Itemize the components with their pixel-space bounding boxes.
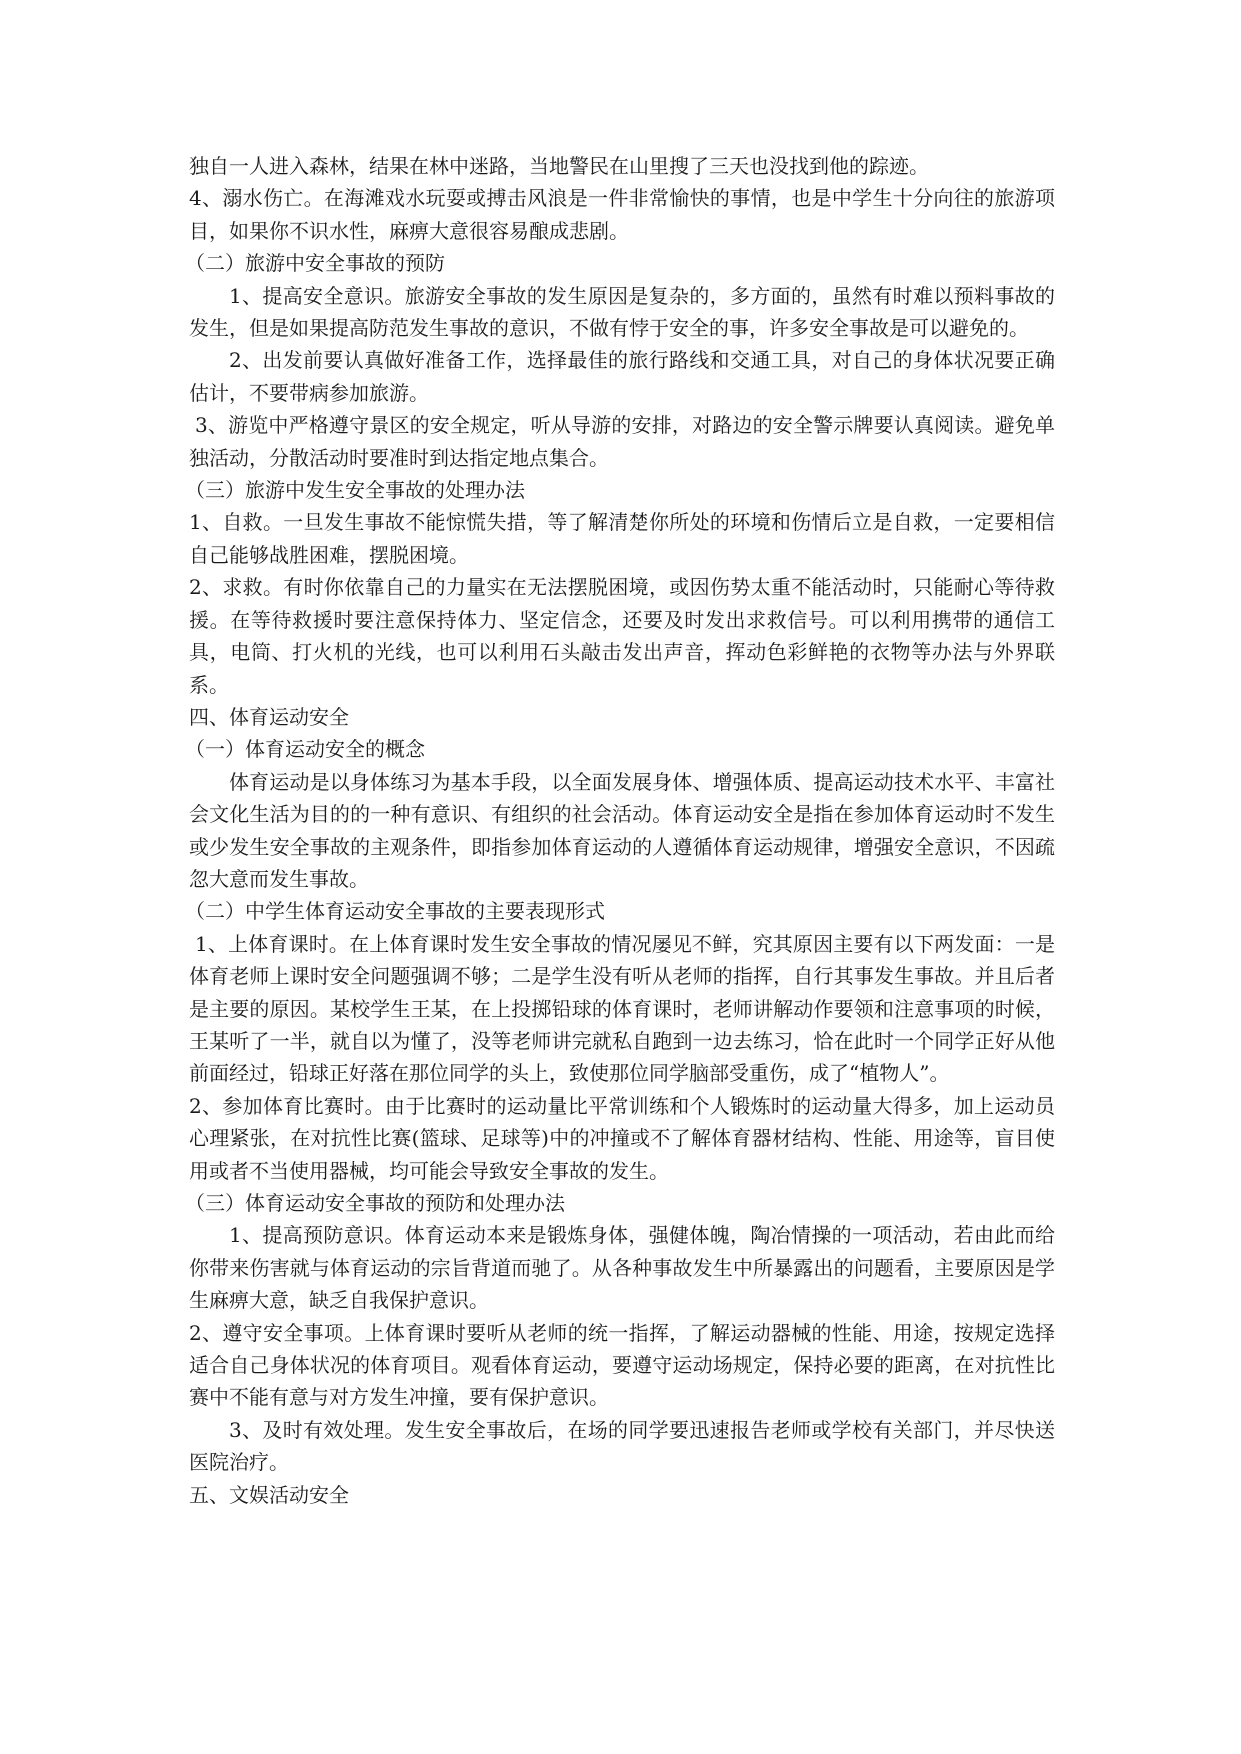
document-page — [185, 150, 1055, 1511]
paragraph-safety-rules: 2、遵守安全事项。上体育课时要听从老师的统一指挥，了解运动器械的性能、用途，按规定选择适合自己身体状况的体育项目。观看体育运动，要遵守运动场规定，保持必要的距离，在对抗性比赛中不能有意与对方发生冲撞，要有保护意识。 — [189, 1320, 1055, 1410]
paragraph-scenic-rules: 3、游览中严格遵守景区的安全规定，听从导游的安排，对路边的安全警示牌要认真阅读。避免单独活动，分散活动时要准时到达指定地点集合。 — [189, 413, 1055, 470]
section-heading-travel-prevention: （二）旅游中安全事故的预防 — [185, 251, 445, 276]
paragraph-forest-lost: 独自一人进入森林，结果在林中迷路，当地警民在山里搜了三天也没找到他的踪迹。 — [189, 154, 929, 178]
paragraph-drowning: 4、溺水伤亡。在海滩戏水玩耍或搏击风浪是一件非常愉快的事情，也是中学生十分向往的旅游项目，如果你不识水性，麻痹大意很容易酿成悲剧。 — [189, 186, 1055, 243]
section-heading-travel-handling: （三）旅游中发生安全事故的处理办法 — [185, 478, 525, 503]
paragraph-call-for-help: 2、求救。有时你依靠自己的力量实在无法摆脱困境，或因伤势太重不能活动时，只能耐心等待救援。在等待救援时要注意保持体力、坚定信念，还要及时发出求救信号。可以利用携带的通信工具，电筒、打火机的光线，也可以利用石头敲击发出声音，挥动色彩鲜艳的衣物等办法与外界联系。 — [189, 575, 1055, 697]
paragraph-pe-class: 1、上体育课时。在上体育课时发生安全事故的情况屡见不鲜，究其原因主要有以下两发面：一是体育老师上课时安全问题强调不够；二是学生没有听从老师的指挥，自行其事发生事故。并且后者是主要的原因。某校学生王某，在上投掷铅球的体育课时，老师讲解动作要领和注意事项的时候，王某听了一半，就自以为懂了，没等老师讲完就私自跑到一边去练习，恰在此时一个同学正好从他前面经过，铅球正好落在那位同学的头上，致使那位同学脑部受重伤，成了“植物人”。 — [189, 931, 1055, 1086]
section-heading-sports-prevention: （三）体育运动安全事故的预防和处理办法 — [185, 1191, 565, 1215]
section-heading-sports-concept: （一）体育运动安全的概念 — [185, 737, 425, 762]
paragraph-self-rescue: 1、自救。一旦发生事故不能惊慌失措，等了解清楚你所处的环境和伤情后立是自救，一定要相信自己能够战胜困难，摆脱困境。 — [189, 510, 1055, 567]
paragraph-preparation: 2、出发前要认真做好准备工作，选择最佳的旅行路线和交通工具，对自己的身体状况要正确估计，不要带病参加旅游。 — [189, 348, 1055, 405]
paragraph-competition: 2、参加体育比赛时。由于比赛时的运动量比平常训练和个人锻炼时的运动量大得多，加上运动员心理紧张，在对抗性比赛(篮球、足球等)中的冲撞或不了解体育器材结构、性能、用途等，盲目使用或者不当使用器械，均可能会导致安全事故的发生。 — [189, 1093, 1055, 1183]
section-heading-entertainment-safety: 五、文娱活动安全 — [189, 1482, 349, 1507]
paragraph-timely-handling: 3、及时有效处理。发生安全事故后，在场的同学要迅速报告老师或学校有关部门，并尽快送医院治疗。 — [189, 1417, 1055, 1475]
paragraph-safety-awareness: 1、提高安全意识。旅游安全事故的发生原因是复杂的，多方面的，虽然有时难以预料事故的发生，但是如果提高防范发生事故的意识，不做有悖于安全的事，许多安全事故是可以避免的。 — [189, 283, 1055, 341]
section-heading-sports-safety: 四、体育运动安全 — [189, 704, 349, 729]
paragraph-sports-definition: 体育运动是以身体练习为基本手段，以全面发展身体、增强体质、提高运动技术水平、丰富社会文化生活为目的的一种有意识、有组织的社会活动。体育运动安全是指在参加体育运动时不发生或少发生安全事故的主观条件，即指参加体育运动的人遵循体育运动规律，增强安全意识，不因疏忽大意而发生事故。 — [189, 769, 1055, 891]
paragraph-prevention-awareness: 1、提高预防意识。体育运动本来是锻炼身体，强健体魄，陶冶情操的一项活动，若由此而给你带来伤害就与体育运动的宗旨背道而驰了。从各种事故发生中所暴露出的问题看，主要原因是学生麻痹大意，缺乏自我保护意识。 — [189, 1223, 1055, 1313]
section-heading-sports-accident-forms: （二）中学生体育运动安全事故的主要表现形式 — [185, 899, 605, 924]
